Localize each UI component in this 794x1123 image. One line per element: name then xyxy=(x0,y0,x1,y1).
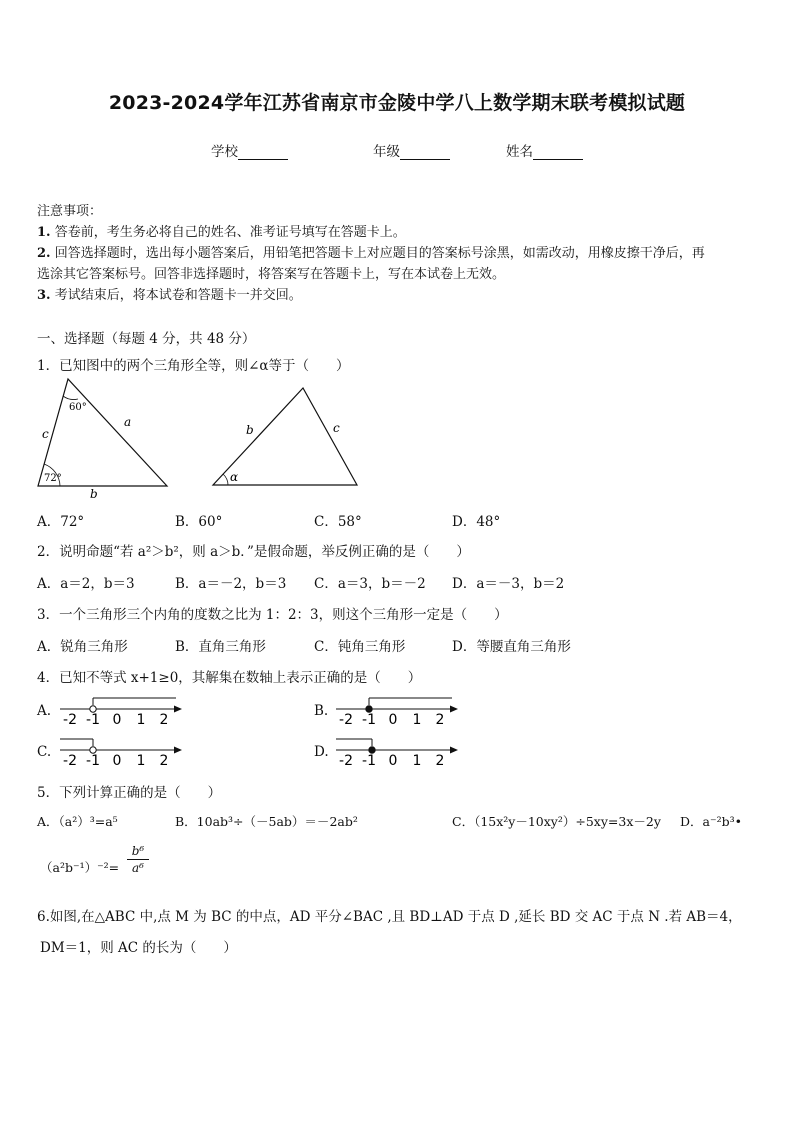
side-b-label: b xyxy=(90,487,98,500)
q5-fraction xyxy=(127,844,149,875)
note-text: 考试结束后，将本试卷和答题卡一并交回。 xyxy=(54,288,302,303)
note-text: 答卷前，考生务必将自己的姓名、准考证号填写在答题卡上。 xyxy=(54,225,406,240)
angle-arc-top xyxy=(63,396,78,400)
q5-option-b: B．10ab³÷（－5ab）＝－2ab² xyxy=(175,814,358,829)
q6-line1: 6.如图,在△ABC 中,点 M 为 BC 的中点，AD 平分∠BAC ,且 BD⊥AD 于点 D ,延长 BD 交 AC 于点 N .若 AB＝4， xyxy=(37,909,742,925)
school-label: 学校 xyxy=(211,144,238,160)
angle-alpha-arc xyxy=(223,474,228,485)
q2-option-b: B．a＝－2，b＝3 xyxy=(175,576,287,592)
angle-72-label: 72° xyxy=(44,473,62,484)
angle-60-label: 60° xyxy=(69,402,87,413)
notes-heading: 注意事项： xyxy=(37,204,103,219)
alpha-label: α xyxy=(230,470,239,484)
tick-label: 0 xyxy=(112,712,122,728)
q4-stem: 4．已知不等式 x+1≥0，其解集在数轴上表示正确的是（ ） xyxy=(37,670,422,686)
tick-label: 1 xyxy=(136,712,146,728)
tick-label: -2 xyxy=(63,753,77,769)
q1-option-d: D．48° xyxy=(452,514,501,530)
q1-option-c: C．58° xyxy=(314,514,362,530)
section-heading: 一、选择题（每题 4 分，共 48 分） xyxy=(37,331,256,347)
q2-option-d: D．a＝－3，b＝2 xyxy=(452,576,565,592)
name-blank xyxy=(533,145,583,160)
tick-label: -2 xyxy=(339,753,353,769)
q2-option-a: A．a＝2，b＝3 xyxy=(37,576,135,592)
note-item-2 xyxy=(37,243,705,265)
note-num: 1. xyxy=(37,225,51,240)
q4-option-d-numberline xyxy=(334,733,460,769)
note-item-1 xyxy=(37,222,406,244)
q3-option-c: C．钝角三角形 xyxy=(314,639,406,655)
q5-option-c: C．（15x²y－10xy²）÷5xy=3x－2y xyxy=(452,814,661,829)
q5-stem: 5．下列计算正确的是（ ） xyxy=(37,785,222,801)
tick-label: -1 xyxy=(362,753,376,769)
right-side-c-label: c xyxy=(333,421,340,435)
grade-label: 年级 xyxy=(373,144,400,160)
tick-label: 0 xyxy=(388,712,398,728)
q1-stem: 1．已知图中的两个三角形全等，则∠α等于（ ） xyxy=(37,358,350,374)
tick-label: -1 xyxy=(86,712,100,728)
tick-label: 2 xyxy=(159,712,169,728)
page-title: 2023-2024学年江苏省南京市金陵中学八上数学期末联考模拟试题 xyxy=(108,92,686,114)
school-field xyxy=(211,140,288,160)
q4-option-d-label: D. xyxy=(314,744,329,760)
school-blank xyxy=(238,145,288,160)
left-triangle xyxy=(38,379,167,486)
q5-option-d-part1: D．a⁻²b³• xyxy=(680,814,742,829)
grade-field xyxy=(373,140,450,160)
note-num: 2. xyxy=(37,246,51,261)
q4-option-b-numberline xyxy=(334,692,460,728)
tick-label: 0 xyxy=(388,753,398,769)
q4-option-a-label: A. xyxy=(37,703,52,719)
tick-label: 1 xyxy=(136,753,146,769)
side-a-label: a xyxy=(124,415,132,429)
fraction-denominator: a⁶ xyxy=(132,861,144,875)
q3-option-d: D．等腰直角三角形 xyxy=(452,639,571,655)
q3-option-b: B．直角三角形 xyxy=(175,639,266,655)
q4-option-c-numberline xyxy=(58,733,184,769)
side-c-label: c xyxy=(42,427,49,441)
q1-figure xyxy=(30,374,360,500)
q4-option-c-label: C. xyxy=(37,744,52,760)
name-label: 姓名 xyxy=(506,144,533,160)
q1-option-a: A．72° xyxy=(37,514,85,530)
name-field xyxy=(506,140,583,160)
q5-option-a: A．（a²）³=a⁵ xyxy=(37,814,118,829)
q5-option-d-part2: （a²b⁻¹）⁻²= xyxy=(40,860,120,875)
note-text: 回答选择题时，选出每小题答案后，用铅笔把答题卡上对应题目的答案标号涂黑，如需改动，用橡皮擦干净后，再 xyxy=(54,246,705,261)
tick-label: 0 xyxy=(112,753,122,769)
q4-option-a-numberline xyxy=(58,692,184,728)
q1-option-b: B．60° xyxy=(175,514,223,530)
right-side-b-label: b xyxy=(246,423,254,437)
fraction-bar xyxy=(127,859,149,860)
q2-option-c: C．a＝3，b＝－2 xyxy=(314,576,426,592)
q3-option-a: A．锐角三角形 xyxy=(37,639,128,655)
tick-label: 2 xyxy=(159,753,169,769)
tick-label: -2 xyxy=(339,712,353,728)
tick-label: 2 xyxy=(435,753,445,769)
tick-label: 1 xyxy=(412,712,422,728)
note-item-2-cont: 选涂其它答案标号。回答非选择题时，将答案写在答题卡上，写在本试卷上无效。 xyxy=(37,267,506,282)
q3-stem: 3．一个三角形三个内角的度数之比为 1：2：3，则这个三角形一定是（ ） xyxy=(37,607,508,623)
q4-option-b-label: B. xyxy=(314,703,329,719)
tick-label: 2 xyxy=(435,712,445,728)
tick-label: -1 xyxy=(362,712,376,728)
note-num: 3. xyxy=(37,288,51,303)
grade-blank xyxy=(400,145,450,160)
q2-stem: 2．说明命题“若 a²＞b²，则 a＞b．”是假命题，举反例正确的是（ ） xyxy=(37,544,470,560)
note-item-3 xyxy=(37,285,302,307)
tick-label: -1 xyxy=(86,753,100,769)
tick-label: 1 xyxy=(412,753,422,769)
q6-line2: DM＝1，则 AC 的长为（ ） xyxy=(40,940,237,956)
tick-label: -2 xyxy=(63,712,77,728)
fraction-numerator: b⁶ xyxy=(131,844,145,858)
